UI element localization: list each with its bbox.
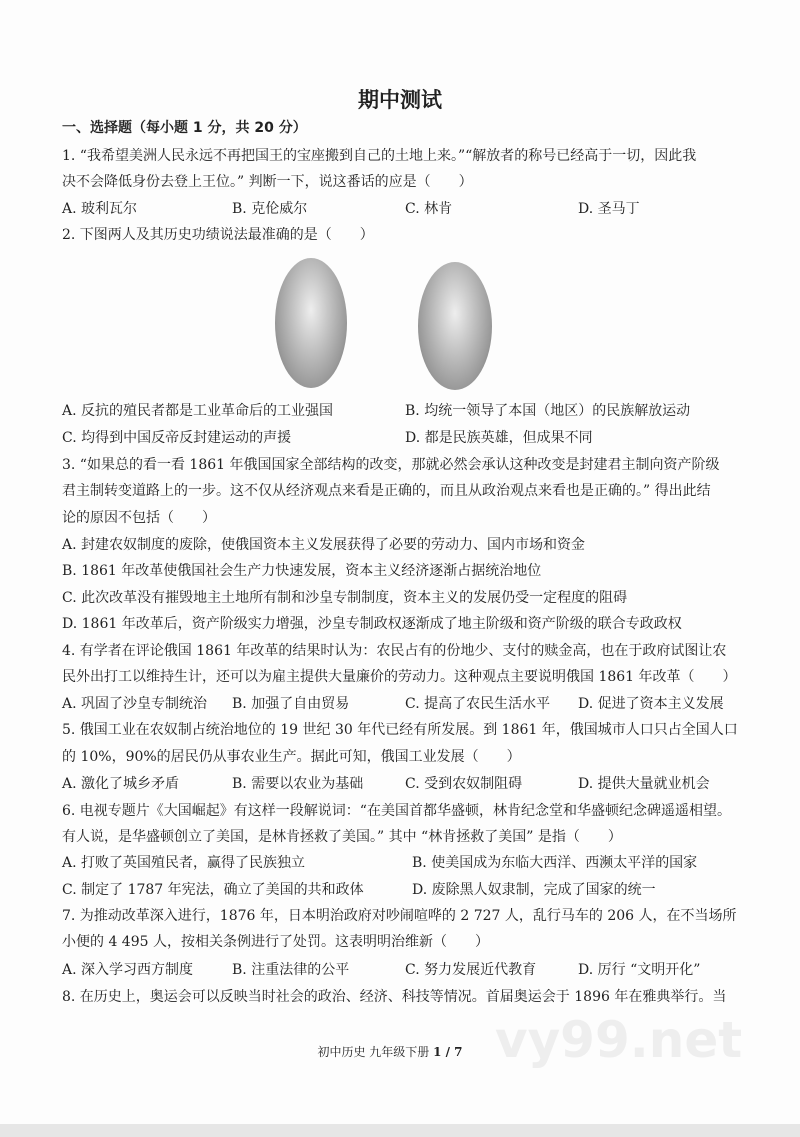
portrait-second-leader-image	[418, 262, 492, 390]
q1-option-d: D. 圣马丁	[578, 201, 640, 217]
q6-option-b: B. 使美国成为东临大西洋、西濒太平洋的国家	[412, 855, 698, 871]
page-footer	[300, 1044, 480, 1060]
q2-text: 2. 下图两人及其历史功绩说法最准确的是（ ）	[62, 227, 374, 243]
q4-option-a: A. 巩固了沙皇专制统治	[62, 696, 208, 712]
q2-option-b: B. 均统一领导了本国（地区）的民族解放运动	[405, 403, 691, 419]
q5-text-line2: 的 10%，90%的居民仍从事农业生产。据此可知，俄国工业发展（ ）	[62, 749, 521, 765]
q1-option-c: C. 林肯	[405, 201, 453, 217]
section-heading: 一、选择题（每小题 1 分，共 20 分）	[62, 120, 307, 136]
q4-option-b: B. 加强了自由贸易	[232, 696, 350, 712]
q2-option-a: A. 反抗的殖民者都是工业革命后的工业强国	[62, 403, 334, 419]
q7-text-line2: 小便的 4 495 人，按相关条例进行了处罚。这表明明治维新（ ）	[62, 934, 489, 950]
q4-option-d: D. 促进了资本主义发展	[578, 696, 724, 712]
q4-text-line1: 4. 有学者在评论俄国 1861 年改革的结果时认为：农民占有的份地少、支付的赎金高，也在于政府试图让农	[62, 643, 727, 659]
bottom-divider	[0, 1124, 800, 1137]
q3-option-d: D. 1861 年改革后，资产阶级实力增强，沙皇专制政权逐渐成了地主阶级和资产阶级的联合专政政权	[62, 616, 682, 632]
q1-option-b: B. 克伦威尔	[232, 201, 308, 217]
q6-option-c: C. 制定了 1787 年宪法，确立了美国的共和政体	[62, 882, 364, 898]
footer-text: 初中历史 九年级下册	[317, 1045, 434, 1059]
q7-option-a: A. 深入学习西方制度	[62, 962, 194, 978]
q5-text-line1: 5. 俄国工业在农奴制占统治地位的 19 世纪 30 年代已经有所发展。到 1861 年，俄国城市人口只占全国人口	[62, 722, 738, 738]
q6-text-line1: 6. 电视专题片《大国崛起》有这样一段解说词：“在美国首都华盛顿，林肯纪念堂和华盛顿纪念碑遥遥相望。	[62, 803, 731, 819]
q5-option-a: A. 激化了城乡矛盾	[62, 776, 180, 792]
q4-text-line2: 民外出打工以维持生计，还可以为雇主提供大量廉价的劳动力。这种观点主要说明俄国 1861 年改革（ ）	[62, 669, 737, 685]
q3-text-line1: 3. “如果总的看一看 1861 年俄国国家全部结构的改变，那就必然会承认这种改变是封建君主制向资产阶级	[62, 457, 720, 473]
q5-option-b: B. 需要以农业为基础	[232, 776, 364, 792]
q7-option-c: C. 努力发展近代教育	[405, 962, 537, 978]
q7-text-line1: 7. 为推动改革深入进行，1876 年，日本明治政府对吵闹喧哗的 2 727 人，乱行马车的 206 人，在不当场所	[62, 908, 737, 924]
q6-text-line2: 有人说，是华盛顿创立了美国，是林肯拯救了美国。” 其中 “林肯拯救了美国” 是指（ ）	[62, 829, 622, 845]
portrait-bolivar-image	[275, 258, 347, 388]
q8-text-line1: 8. 在历史上，奥运会可以反映当时社会的政治、经济、科技等情况。首届奥运会于 1896 年在雅典举行。当	[62, 989, 727, 1005]
q4-option-c: C. 提高了农民生活水平	[405, 696, 551, 712]
q5-option-c: C. 受到农奴制阻碍	[405, 776, 523, 792]
q2-option-c: C. 均得到中国反帝反封建运动的声援	[62, 430, 292, 446]
q7-option-d: D. 厉行 “文明开化”	[578, 962, 701, 978]
q3-option-a: A. 封建农奴制度的废除，使俄国资本主义发展获得了必要的劳动力、国内市场和资金	[62, 537, 586, 553]
q1-option-a: A. 玻利瓦尔	[62, 201, 138, 217]
q1-text-line1: 1. “我希望美洲人民永远不再把国王的宝座搬到自己的土地上来。”“解放者的称号已经高于一切，因此我	[62, 148, 697, 164]
q6-option-d: D. 废除黑人奴隶制，完成了国家的统一	[412, 882, 656, 898]
q3-option-b: B. 1861 年改革使俄国社会生产力快速发展，资本主义经济逐渐占据统治地位	[62, 563, 542, 579]
q2-option-d: D. 都是民族英雄，但成果不同	[405, 430, 593, 446]
q6-option-a: A. 打败了英国殖民者，赢得了民族独立	[62, 855, 306, 871]
page-title: 期中测试	[358, 88, 442, 112]
q3-option-c: C. 此次改革没有摧毁地主土地所有制和沙皇专制制度，资本主义的发展仍受一定程度的阻碍	[62, 590, 628, 606]
q1-text-line2: 决不会降低身份去登上王位。” 判断一下，说这番话的应是（ ）	[62, 174, 473, 190]
q5-option-d: D. 提供大量就业机会	[578, 776, 710, 792]
q7-option-b: B. 注重法律的公平	[232, 962, 350, 978]
watermark: vy99.net	[495, 1011, 743, 1069]
q3-text-line3: 论的原因不包括（ ）	[62, 510, 216, 526]
page-number: 1 / 7	[433, 1045, 463, 1059]
q3-text-line2: 君主制转变道路上的一步。这不仅从经济观点来看是正确的，而且从政治观点来看也是正确的。” 得出此结	[62, 483, 711, 499]
